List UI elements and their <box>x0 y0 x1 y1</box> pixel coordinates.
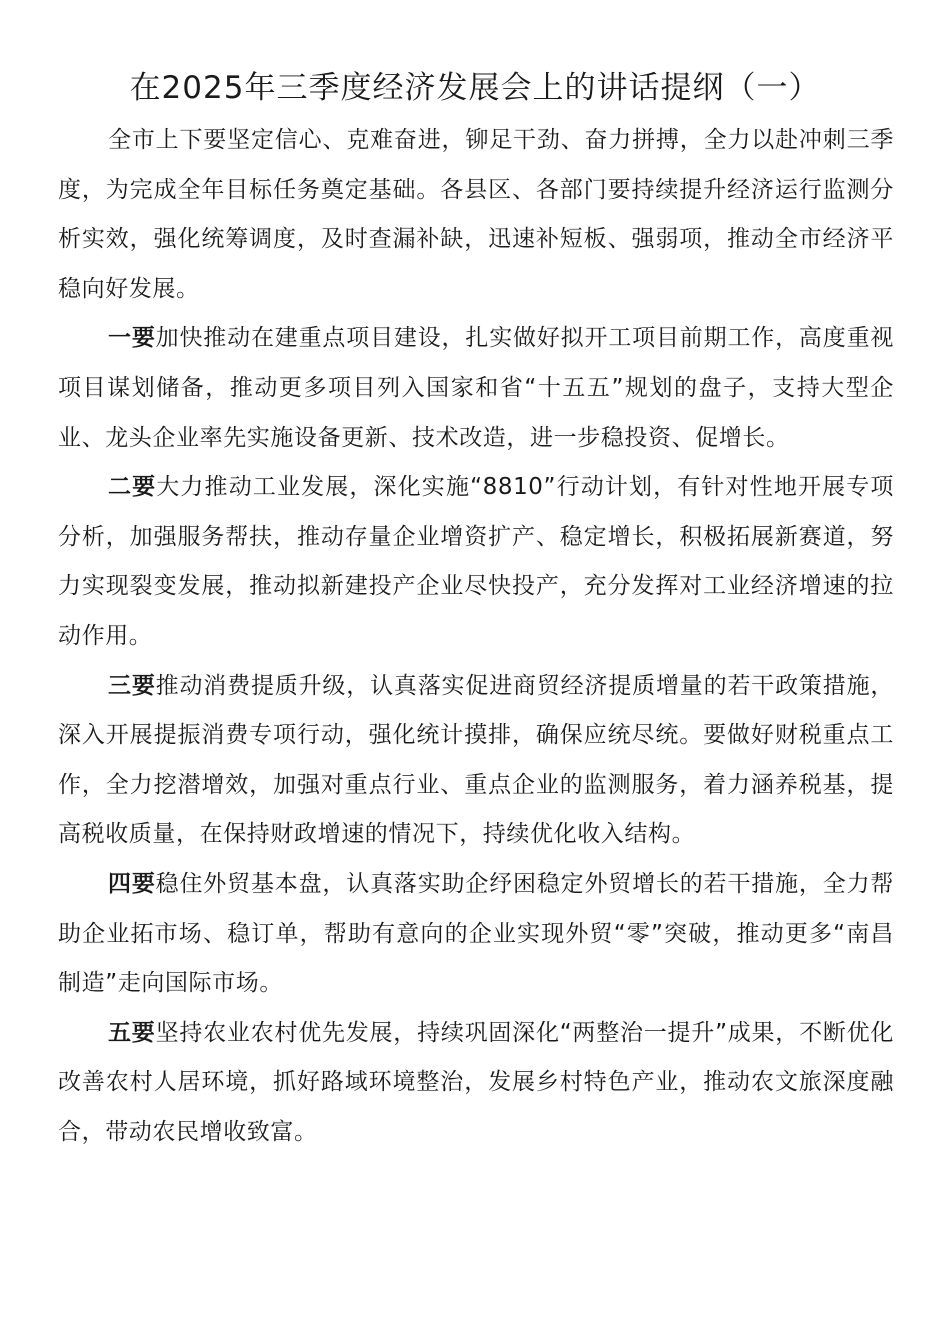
section-paragraph-4 <box>58 860 894 1009</box>
section-lead-2: 二要 <box>108 474 157 501</box>
section-text-5: 坚持农业农村优先发展，持续巩固深化“两整治一提升”成果，不断优化改善农村人居环境，抓好路域环境整治，发展乡村特色产业，推动农文旅深度融合，带动农民增收致富。 <box>58 1019 895 1145</box>
section-paragraph-2 <box>58 463 894 661</box>
section-paragraph-1 <box>58 314 894 463</box>
document-title: 在2025年三季度经济发展会上的讲话提纲（一） <box>129 70 821 106</box>
section-text-4: 稳住外贸基本盘，认真落实助企纾困稳定外贸增长的若干措施，全力帮助企业拓市场、稳订单，帮助有意向的企业实现外贸“零”突破，推动更多“南昌制造”走向国际市场。 <box>58 870 894 997</box>
section-lead-3: 三要 <box>108 672 156 699</box>
section-text-3: 推动消费提质升级，认真落实促进商贸经济提质增量的若干政策措施，深入开展提振消费专项行动，强化统计摸排，确保应统尽统。要做好财税重点工作，全力挖潜增效，加强对重点行业、重点企业的监测服务，着力涵养税基，提高税收质量，在保持财政增速的情况下，持续优化收入结构。 <box>58 672 894 848</box>
section-lead-5: 五要 <box>108 1019 156 1046</box>
section-paragraph-3 <box>58 662 894 860</box>
section-text-1: 加快推动在建重点项目建设，扎实做好拟开工项目前期工作，高度重视项目谋划储备，推动更多项目列入国家和省“十五五”规划的盘子，支持大型企业、龙头企业率先实施设备更新、技术改造，进一步稳投资、促增长。 <box>58 325 894 451</box>
document-body <box>58 116 894 1157</box>
section-text-2: 大力推动工业发展，深化实施“8810”行动计划，有针对性地开展专项分析，加强服务帮扶，推动存量企业增资扩产、稳定增长，积极拓展新赛道，努力实现裂变发展，推动拟新建投产企业尽快投产，充分发挥对工业经济增速的拉动作用。 <box>58 474 894 649</box>
section-paragraph-5 <box>58 1009 894 1158</box>
section-lead-1: 一要 <box>108 325 156 352</box>
intro-paragraph: 全市上下要坚定信心、克难奋进，铆足干劲、奋力拼搏，全力以赴冲刺三季度，为完成全年目标任务奠定基础。各县区、各部门要持续提升经济运行监测分析实效，强化统筹调度，及时查漏补缺，迅速补短板、强弱项，推动全市经济平稳向好发展。 <box>58 127 894 302</box>
section-lead-4: 四要 <box>108 870 156 897</box>
